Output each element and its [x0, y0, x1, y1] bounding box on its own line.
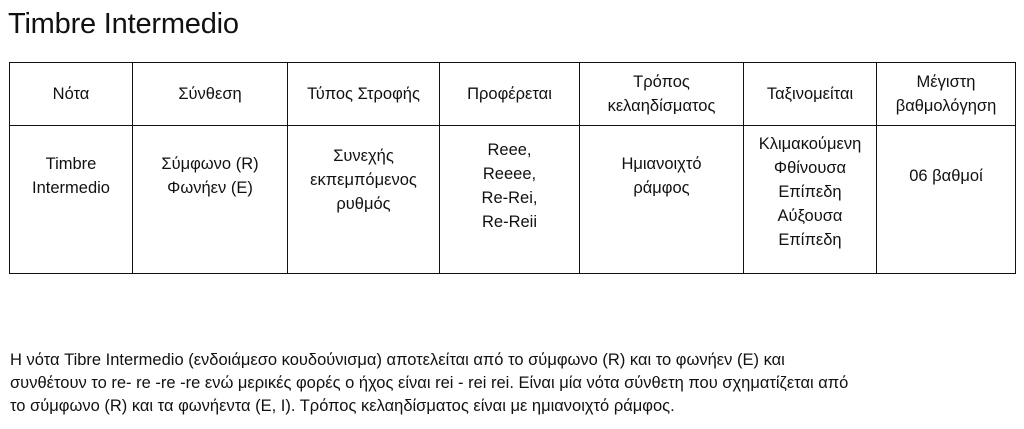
header-line: Τρόπος	[633, 73, 690, 91]
cell-pronounced	[440, 126, 580, 274]
cell-line: Ημιανοιχτό	[621, 155, 702, 173]
cell-line: Σύμφωνο (R)	[161, 155, 259, 173]
header-line: βαθμολόγηση	[895, 97, 997, 115]
cell-line: Αύξουσα	[777, 207, 843, 225]
cell-line: Κλιμακούμενη	[758, 135, 862, 153]
cell-classified	[744, 126, 877, 274]
header-note	[10, 63, 133, 126]
cell-line: Επίπεδη	[778, 183, 842, 201]
header-max-score	[877, 63, 1016, 126]
cell-line: εκπεμπόμενος	[310, 171, 417, 189]
description-line: Η νότα Tibre Intermedio (ενδοιάμεσο κουδούνισμα) αποτελείται από το σύμφωνο (R) και το φωνήεν (E) και	[10, 351, 785, 369]
header-line: κελαηδίσματος	[607, 97, 716, 115]
cell-line: Re-Reii	[481, 213, 537, 231]
cell-max-score	[877, 126, 1016, 274]
header-line: Νότα	[52, 85, 90, 103]
header-pronounced	[440, 63, 580, 126]
cell-line: Reeee,	[482, 165, 537, 183]
cell-line: Συνεχής	[333, 147, 394, 165]
description-line: το σύμφωνο (R) και τα φωνήεντα (E, I). Τρόπος κελαηδίσματος είναι με ημιανοιχτό ράμφος.	[10, 397, 675, 415]
cell-line: Timbre	[45, 155, 97, 173]
header-line: Τύπος Στροφής	[307, 85, 420, 103]
cell-line: ρυθμός	[336, 195, 391, 213]
document-title: Timbre Intermedio	[8, 8, 239, 40]
note-table	[9, 62, 1016, 274]
table-header-row	[10, 63, 1016, 126]
cell-singing-mode	[580, 126, 744, 274]
description-line: συνθέτουν το re- re -re -re ενώ μερικές φορές ο ήχος είναι rei - rei rei. Είναι μία νότα σύνθετη που σχηματίζεται από	[10, 374, 849, 392]
header-singing-mode	[580, 63, 744, 126]
cell-note	[10, 126, 133, 274]
cell-line: ράμφος	[633, 179, 690, 197]
header-composition	[133, 63, 288, 126]
table-row	[10, 126, 1016, 274]
header-line: Μέγιστη	[916, 73, 976, 91]
description-paragraph	[10, 349, 1016, 418]
header-classified	[744, 63, 877, 126]
cell-line: Επίπεδη	[778, 231, 842, 249]
header-line: Προφέρεται	[467, 85, 552, 103]
cell-line: Intermedio	[32, 179, 110, 197]
cell-stanza-type	[288, 126, 440, 274]
cell-line: Φθίνουσα	[773, 159, 847, 177]
cell-composition	[133, 126, 288, 274]
cell-line: Re-Rei,	[481, 189, 538, 207]
cell-line: Φωνήεν (E)	[167, 179, 253, 197]
cell-line: 06 βαθμοί	[909, 167, 983, 185]
header-line: Ταξινομείται	[766, 85, 854, 103]
header-line: Σύνθεση	[178, 85, 242, 103]
cell-line: Reee,	[487, 141, 532, 159]
header-stanza-type	[288, 63, 440, 126]
note-table-container	[9, 62, 1015, 274]
